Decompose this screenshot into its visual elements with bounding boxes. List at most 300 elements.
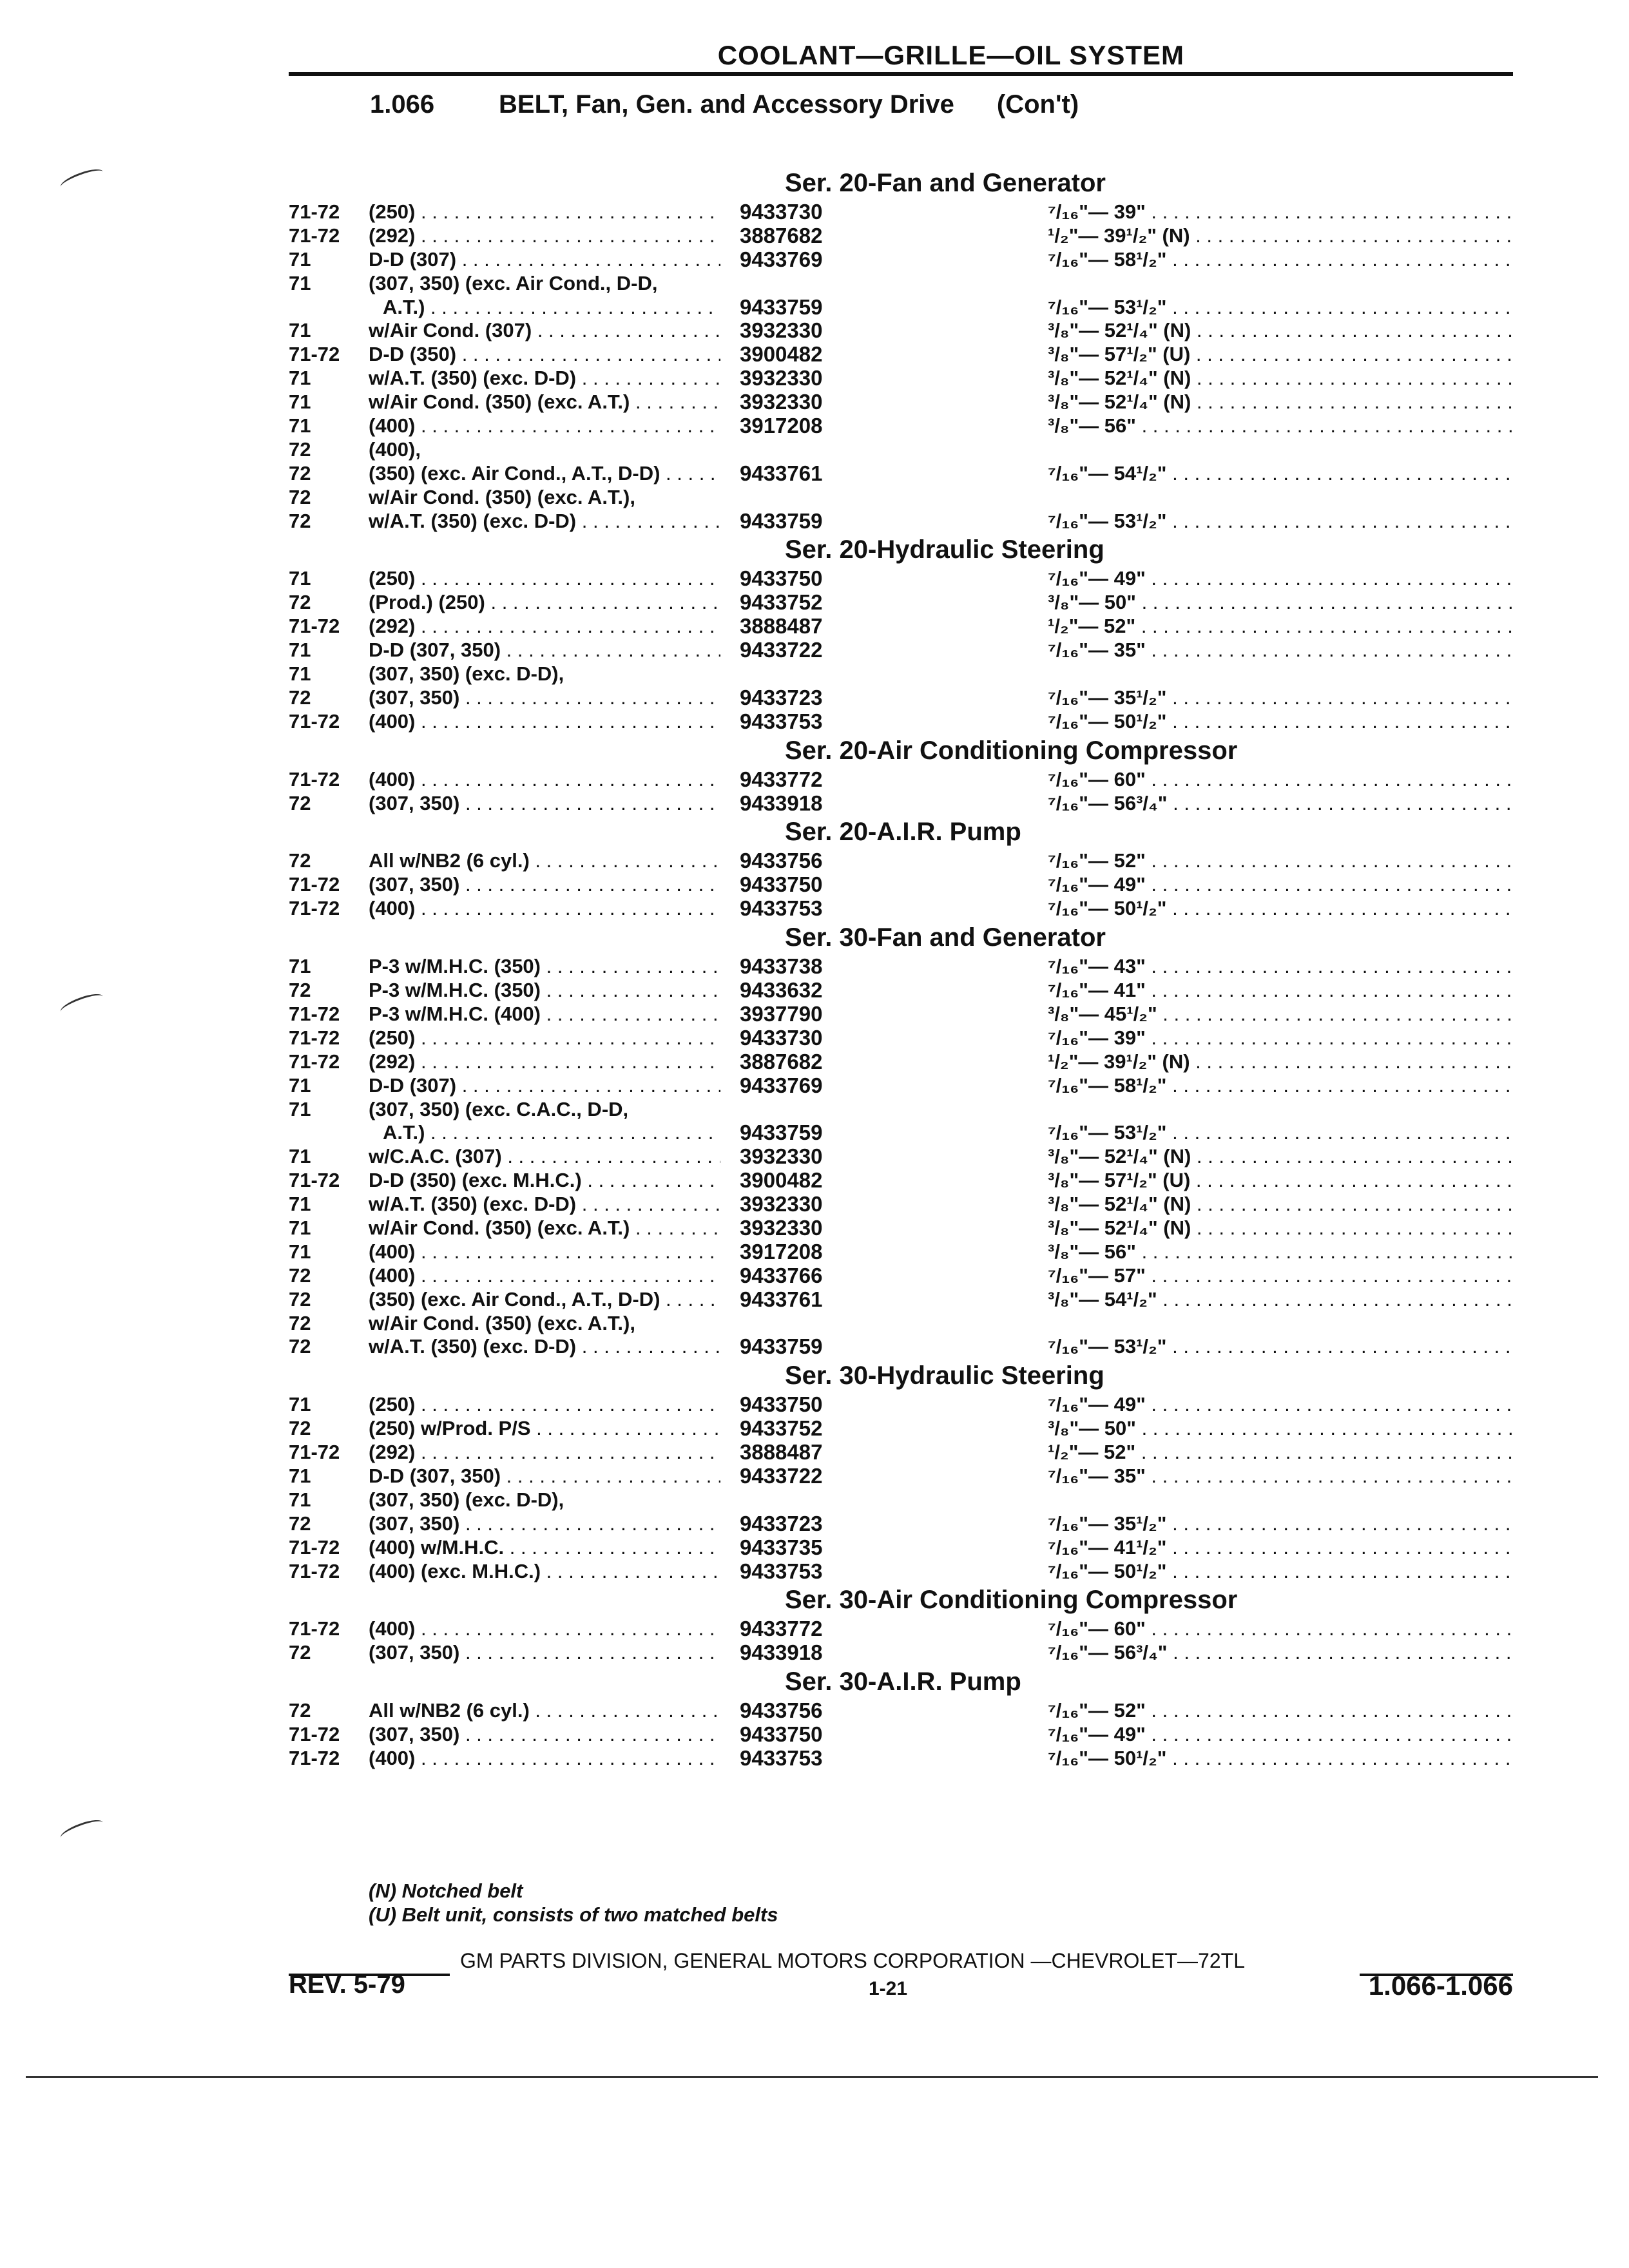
part-row — [289, 1465, 1513, 1488]
model-year: 72 — [289, 1311, 311, 1334]
model-year: 72 — [289, 461, 311, 485]
part-row — [289, 1121, 1513, 1145]
series-heading: Ser. 20-Fan and Generator — [785, 169, 1106, 197]
belt-size-text: ⁷/₁₆"— 54¹/₂" . . . — [1048, 462, 1513, 485]
section-number: 1.066 — [370, 90, 435, 119]
publisher-text: GM PARTS DIVISION, GENERAL MOTORS CORPORATION —CHEVROLET—72TL — [460, 1949, 1245, 1972]
part-row — [289, 849, 1513, 873]
section-title: BELT, Fan, Gen. and Accessory Drive — [499, 90, 954, 119]
series-heading: Ser. 30-Air Conditioning Compressor — [785, 1586, 1238, 1615]
belt-size — [1048, 1216, 1513, 1240]
part-description-text: (Prod.) (250) . . . — [369, 591, 720, 613]
part-description — [369, 438, 720, 462]
part-row — [289, 686, 1513, 710]
part-row — [289, 1723, 1513, 1747]
part-row — [289, 1050, 1513, 1074]
part-description — [369, 1335, 720, 1359]
part-description-text: D-D (307) . . . — [369, 248, 720, 271]
belt-size-text: ⁷/₁₆"— 41" . . . — [1048, 979, 1513, 1001]
part-number: 9433759 — [740, 294, 823, 319]
part-row — [289, 1488, 1513, 1512]
part-number: 9433761 — [740, 461, 823, 485]
part-description-text: (400) . . . — [369, 710, 720, 733]
belt-size-text: ¹/₂"— 39¹/₂" (N) . . . — [1048, 224, 1513, 247]
header-rule — [289, 72, 1513, 76]
belt-size — [1048, 1536, 1513, 1560]
part-description — [369, 897, 720, 921]
belt-size — [1048, 1193, 1513, 1216]
model-year: 72 — [289, 1335, 311, 1358]
part-row — [289, 224, 1513, 248]
part-row — [289, 792, 1513, 816]
part-row — [289, 615, 1513, 639]
part-description — [369, 1723, 720, 1747]
part-number: 9433730 — [740, 200, 823, 224]
series-heading: Ser. 20-Air Conditioning Compressor — [785, 736, 1238, 765]
model-year: 71-72 — [289, 873, 340, 896]
part-row — [289, 367, 1513, 390]
part-description — [369, 1560, 720, 1584]
part-row — [289, 639, 1513, 662]
part-description-text: (292) . . . — [369, 615, 720, 637]
part-description-text: A.T.) . . . — [369, 296, 720, 318]
part-description — [369, 1193, 720, 1216]
belt-size-text: ³/₈"— 57¹/₂" (U) . . . — [1048, 343, 1513, 365]
part-number: 9433772 — [740, 1617, 823, 1641]
belt-size — [1048, 1393, 1513, 1417]
belt-size — [1048, 873, 1513, 897]
part-description — [369, 662, 720, 686]
model-year: 72 — [289, 849, 311, 872]
part-description — [369, 873, 720, 897]
series-heading: Ser. 30-Hydraulic Steering — [785, 1361, 1104, 1390]
part-description-text: (400) . . . — [369, 1617, 720, 1640]
belt-size-text: ⁷/₁₆"— 49" . . . — [1048, 1393, 1513, 1416]
belt-size — [1048, 343, 1513, 367]
part-description — [369, 1641, 720, 1665]
belt-size-text: ⁷/₁₆"— 35" . . . — [1048, 639, 1513, 661]
part-number: 9433723 — [740, 1511, 823, 1535]
part-number: 9433735 — [740, 1535, 823, 1559]
belt-size-text: ⁷/₁₆"— 49" . . . — [1048, 567, 1513, 590]
series-heading: Ser. 20-A.I.R. Pump — [785, 818, 1021, 847]
belt-size — [1048, 1288, 1513, 1312]
part-row — [289, 1003, 1513, 1026]
belt-size-text: ⁷/₁₆"— 53¹/₂" . . . — [1048, 1121, 1513, 1144]
model-year: 72 — [289, 591, 311, 614]
part-description — [369, 1145, 720, 1169]
part-row — [289, 1747, 1513, 1771]
part-description — [369, 1699, 720, 1723]
belt-size-text: ³/₈"— 56" . . . — [1048, 1240, 1513, 1263]
belt-size — [1048, 200, 1513, 224]
part-number: 9433761 — [740, 1287, 823, 1311]
part-description — [369, 849, 720, 873]
model-year: 71-72 — [289, 897, 340, 920]
part-number: 3932330 — [740, 1215, 823, 1240]
part-number: 9433772 — [740, 767, 823, 791]
scan-mark — [59, 166, 106, 194]
part-description-text: (292) . . . — [369, 1050, 720, 1073]
part-row — [289, 1617, 1513, 1641]
part-description-text: (250) w/Prod. P/S . . . — [369, 1417, 720, 1439]
belt-size-text: ⁷/₁₆"— 50¹/₂" . . . — [1048, 1747, 1513, 1769]
part-description-text: (400) . . . — [369, 768, 720, 791]
part-row — [289, 438, 1513, 462]
belt-size-text: ³/₈"— 52¹/₄" (N) . . . — [1048, 1216, 1513, 1239]
part-description-text: w/A.T. (350) (exc. D-D) . . . — [369, 1335, 720, 1358]
part-row — [289, 1441, 1513, 1465]
belt-size-text: ¹/₂"— 52" . . . — [1048, 1441, 1513, 1463]
model-year: 71-72 — [289, 709, 340, 733]
belt-size — [1048, 955, 1513, 979]
part-number: 9433722 — [740, 638, 823, 662]
part-description-text: (400) w/M.H.C. . . . — [369, 1536, 720, 1559]
part-number: 9433766 — [740, 1263, 823, 1287]
part-number: 3932330 — [740, 366, 823, 390]
belt-size — [1048, 979, 1513, 1003]
belt-size — [1048, 1169, 1513, 1193]
part-number: 9433756 — [740, 849, 823, 873]
part-row — [289, 897, 1513, 921]
part-number: 3917208 — [740, 414, 823, 438]
page-title: COOLANT—GRILLE—OIL SYSTEM — [717, 40, 1184, 70]
part-row — [289, 567, 1513, 591]
belt-size — [1048, 1264, 1513, 1288]
part-number: 3917208 — [740, 1239, 823, 1264]
part-description-text: (400), — [369, 437, 421, 461]
belt-size-text: ⁷/₁₆"— 50¹/₂" . . . — [1048, 897, 1513, 919]
part-number: 9433753 — [740, 896, 823, 921]
part-row — [289, 1699, 1513, 1723]
belt-size-text: ³/₈"— 52¹/₄" (N) . . . — [1048, 367, 1513, 389]
part-number: 3887682 — [740, 1049, 823, 1073]
part-number: 3932330 — [740, 390, 823, 414]
part-description-text: w/A.T. (350) (exc. D-D) . . . — [369, 510, 720, 532]
model-year: 71 — [289, 414, 311, 437]
part-description — [369, 1617, 720, 1641]
belt-size — [1048, 1617, 1513, 1641]
part-row — [289, 510, 1513, 533]
belt-size — [1048, 462, 1513, 486]
part-description — [369, 1264, 720, 1288]
model-year: 72 — [289, 791, 311, 814]
part-description-text: (307, 350) . . . — [369, 873, 720, 896]
belt-size — [1048, 1026, 1513, 1050]
part-row — [289, 1393, 1513, 1417]
model-year: 71-72 — [289, 1026, 340, 1049]
part-description-text: D-D (307, 350) . . . — [369, 1465, 720, 1487]
model-year: 71 — [289, 247, 311, 271]
model-year: 71 — [289, 1464, 311, 1487]
footnotes — [369, 1879, 778, 1927]
part-row — [289, 979, 1513, 1003]
model-year: 71 — [289, 1216, 311, 1239]
part-description — [369, 1512, 720, 1536]
belt-size-text: ³/₈"— 50" . . . — [1048, 591, 1513, 613]
belt-size-text: ³/₈"— 52¹/₄" (N) . . . — [1048, 319, 1513, 341]
model-year: 71-72 — [289, 1050, 340, 1073]
part-description — [369, 343, 720, 367]
model-year: 71 — [289, 319, 311, 342]
belt-size-text: ⁷/₁₆"— 60" . . . — [1048, 1617, 1513, 1640]
part-description — [369, 248, 720, 272]
part-number: 3932330 — [740, 1192, 823, 1216]
part-row — [289, 462, 1513, 486]
note-notched: (N) Notched belt — [369, 1879, 523, 1902]
part-description-text: P-3 w/M.H.C. (350) . . . — [369, 955, 720, 977]
part-row — [289, 1560, 1513, 1584]
part-number: 9433756 — [740, 1698, 823, 1723]
part-number: 9433730 — [740, 1025, 823, 1050]
part-row — [289, 1169, 1513, 1193]
part-description-text: (250) . . . — [369, 1026, 720, 1049]
belt-size — [1048, 615, 1513, 639]
part-row — [289, 1641, 1513, 1665]
part-description-text: (307, 350) (exc. D-D), — [369, 662, 564, 686]
model-year: 72 — [289, 485, 311, 508]
model-year: 71 — [289, 1145, 311, 1168]
part-description — [369, 1050, 720, 1074]
part-description-text: (400) . . . — [369, 414, 720, 437]
part-description-text: (400) (exc. M.H.C.) . . . — [369, 1560, 720, 1582]
part-description-text: (292) . . . — [369, 224, 720, 247]
model-year: 72 — [289, 1641, 311, 1664]
part-number: 9433632 — [740, 978, 823, 1003]
part-description-text: (307, 350) . . . — [369, 792, 720, 814]
part-row — [289, 390, 1513, 414]
part-description-text: w/A.T. (350) (exc. D-D) . . . — [369, 367, 720, 389]
belt-size-text: ⁷/₁₆"— 50¹/₂" . . . — [1048, 710, 1513, 733]
series-heading: Ser. 30-Fan and Generator — [785, 923, 1106, 952]
part-number: 9433759 — [740, 1334, 823, 1359]
part-description-text: (307, 350) . . . — [369, 1723, 720, 1745]
section-heading — [370, 90, 1079, 119]
part-row — [289, 1288, 1513, 1312]
part-number: 3900482 — [740, 342, 823, 367]
part-description — [369, 639, 720, 662]
part-description — [369, 710, 720, 734]
belt-size — [1048, 1465, 1513, 1488]
belt-size — [1048, 414, 1513, 438]
belt-size — [1048, 1641, 1513, 1665]
part-row — [289, 1074, 1513, 1098]
model-year: 71 — [289, 955, 311, 978]
model-year: 71-72 — [289, 1002, 340, 1025]
part-description-text: (307, 350) (exc. Air Cond., D-D, — [369, 271, 658, 294]
part-description-text: (250) . . . — [369, 200, 720, 223]
part-description-text: A.T.) . . . — [369, 1121, 720, 1144]
part-description-text: (307, 350) (exc. C.A.C., D-D, — [369, 1097, 629, 1120]
belt-size — [1048, 1240, 1513, 1264]
part-description-text: P-3 w/M.H.C. (400) . . . — [369, 1003, 720, 1025]
part-description — [369, 1536, 720, 1560]
part-description — [369, 768, 720, 792]
part-row — [289, 1098, 1513, 1122]
revision-label: REV. 5-79 — [289, 1970, 405, 1999]
part-description — [369, 462, 720, 486]
part-description — [369, 1417, 720, 1441]
belt-size — [1048, 1335, 1513, 1359]
belt-size — [1048, 1441, 1513, 1465]
part-description-text: (400) . . . — [369, 1747, 720, 1769]
part-description-text: (400) . . . — [369, 897, 720, 919]
part-description — [369, 296, 720, 320]
belt-size-text: ⁷/₁₆"— 58¹/₂" . . . — [1048, 248, 1513, 271]
belt-size-text: ⁷/₁₆"— 39" . . . — [1048, 200, 1513, 223]
part-number: 9433918 — [740, 1640, 823, 1665]
model-year: 71 — [289, 1073, 311, 1097]
part-description-text: w/Air Cond. (350) (exc. A.T.), — [369, 485, 635, 508]
part-description-text: (250) . . . — [369, 1393, 720, 1416]
part-row — [289, 1264, 1513, 1288]
model-year: 71 — [289, 1393, 311, 1416]
model-year: 72 — [289, 979, 311, 1002]
model-year: 71-72 — [289, 767, 340, 791]
part-row — [289, 200, 1513, 224]
part-description — [369, 390, 720, 414]
belt-size — [1048, 639, 1513, 662]
belt-size-text: ⁷/₁₆"— 35¹/₂" . . . — [1048, 686, 1513, 709]
part-description-text: (350) (exc. Air Cond., A.T., D-D) . . . — [369, 462, 720, 485]
part-row — [289, 248, 1513, 272]
belt-size-text: ⁷/₁₆"— 35" . . . — [1048, 1465, 1513, 1487]
model-year: 71 — [289, 1488, 311, 1511]
model-year: 71-72 — [289, 200, 340, 223]
belt-size — [1048, 1145, 1513, 1169]
belt-size-text: ³/₈"— 52¹/₄" (N) . . . — [1048, 1193, 1513, 1215]
belt-size — [1048, 897, 1513, 921]
belt-size — [1048, 1560, 1513, 1584]
part-description-text: (307, 350) . . . — [369, 1512, 720, 1535]
part-description-text: w/C.A.C. (307) . . . — [369, 1145, 720, 1168]
part-description-text: (250) . . . — [369, 567, 720, 590]
belt-size-text: ⁷/₁₆"— 56³/₄" . . . — [1048, 1641, 1513, 1664]
part-description-text: (400) . . . — [369, 1240, 720, 1263]
part-description-text: P-3 w/M.H.C. (350) . . . — [369, 979, 720, 1001]
part-description — [369, 224, 720, 248]
belt-size-text: ³/₈"— 56" . . . — [1048, 414, 1513, 437]
part-row — [289, 1417, 1513, 1441]
belt-size-text: ⁷/₁₆"— 58¹/₂" . . . — [1048, 1074, 1513, 1097]
model-year: 71-72 — [289, 1617, 340, 1640]
part-description — [369, 567, 720, 591]
belt-size-text: ⁷/₁₆"— 35¹/₂" . . . — [1048, 1512, 1513, 1535]
part-number: 3932330 — [740, 1144, 823, 1169]
part-description — [369, 591, 720, 615]
part-description — [369, 792, 720, 816]
model-year: 71-72 — [289, 615, 340, 638]
part-description — [369, 367, 720, 390]
page-number: 1-21 — [869, 1978, 908, 1999]
part-row — [289, 414, 1513, 438]
part-row — [289, 591, 1513, 615]
part-description-text: w/Air Cond. (350) (exc. A.T.) . . . — [369, 390, 720, 413]
part-number: 3932330 — [740, 318, 823, 343]
part-row — [289, 662, 1513, 686]
part-description-text: D-D (350) . . . — [369, 343, 720, 365]
model-year: 71-72 — [289, 1441, 340, 1464]
belt-size — [1048, 1121, 1513, 1145]
part-row — [289, 1512, 1513, 1536]
part-number: 9433722 — [740, 1463, 823, 1488]
part-description-text: All w/NB2 (6 cyl.) . . . — [369, 1699, 720, 1722]
belt-size-text: ⁷/₁₆"— 43" . . . — [1048, 955, 1513, 977]
belt-size — [1048, 1003, 1513, 1026]
model-year: 71-72 — [289, 1535, 340, 1559]
part-number: 3937790 — [740, 1001, 823, 1026]
belt-size — [1048, 1074, 1513, 1098]
part-description — [369, 1074, 720, 1098]
belt-size-text: ⁷/₁₆"— 52" . . . — [1048, 1699, 1513, 1722]
part-description-text: (400) . . . — [369, 1264, 720, 1287]
belt-size — [1048, 686, 1513, 710]
part-number: 9433759 — [740, 1120, 823, 1145]
model-year: 72 — [289, 1699, 311, 1722]
section-range: 1.066-1.066 — [1368, 1970, 1513, 2001]
belt-size-text: ¹/₂"— 39¹/₂" (N) . . . — [1048, 1050, 1513, 1073]
belt-size — [1048, 1747, 1513, 1771]
belt-size — [1048, 367, 1513, 390]
part-description-text: D-D (307, 350) . . . — [369, 639, 720, 661]
part-row — [289, 1536, 1513, 1560]
part-number: 9433738 — [740, 954, 823, 979]
part-description — [369, 1312, 720, 1336]
model-year: 71 — [289, 1097, 311, 1120]
part-number: 9433750 — [740, 1392, 823, 1417]
part-number: 9433759 — [740, 508, 823, 533]
part-description-text: (307, 350) . . . — [369, 1641, 720, 1664]
part-number: 9433750 — [740, 1722, 823, 1747]
part-description — [369, 1393, 720, 1417]
part-description-text: w/A.T. (350) (exc. D-D) . . . — [369, 1193, 720, 1215]
part-description — [369, 1026, 720, 1050]
note-belt-unit: (U) Belt unit, consists of two matched belts — [369, 1903, 778, 1926]
part-description — [369, 486, 720, 510]
part-description — [369, 1240, 720, 1264]
parts-list — [289, 166, 1513, 1771]
model-year: 72 — [289, 1287, 311, 1311]
belt-size — [1048, 390, 1513, 414]
part-description-text: (307, 350) . . . — [369, 686, 720, 709]
part-number: 3888487 — [740, 1440, 823, 1465]
belt-size-text: ⁷/₁₆"— 56³/₄" . . . — [1048, 792, 1513, 814]
model-year: 71-72 — [289, 1723, 340, 1746]
part-description — [369, 1465, 720, 1488]
belt-size — [1048, 1723, 1513, 1747]
part-row — [289, 272, 1513, 296]
scan-mark — [59, 990, 106, 1019]
part-description — [369, 414, 720, 438]
belt-size-text: ³/₈"— 54¹/₂" . . . — [1048, 1288, 1513, 1311]
part-row — [289, 955, 1513, 979]
belt-size — [1048, 1699, 1513, 1723]
part-description-text: w/Air Cond. (350) (exc. A.T.), — [369, 1311, 635, 1334]
part-description-text: (307, 350) (exc. D-D), — [369, 1488, 564, 1511]
belt-size-text: ³/₈"— 52¹/₄" (N) . . . — [1048, 390, 1513, 413]
belt-size-text: ⁷/₁₆"— 39" . . . — [1048, 1026, 1513, 1049]
belt-size-text: ⁷/₁₆"— 57" . . . — [1048, 1264, 1513, 1287]
series-heading: Ser. 30-A.I.R. Pump — [785, 1667, 1021, 1696]
belt-size — [1048, 510, 1513, 533]
belt-size — [1048, 224, 1513, 248]
part-description — [369, 1216, 720, 1240]
part-description — [369, 1098, 720, 1122]
model-year: 72 — [289, 1512, 311, 1535]
belt-size — [1048, 319, 1513, 343]
part-number: 9433750 — [740, 872, 823, 897]
part-description-text: All w/NB2 (6 cyl.) . . . — [369, 849, 720, 872]
